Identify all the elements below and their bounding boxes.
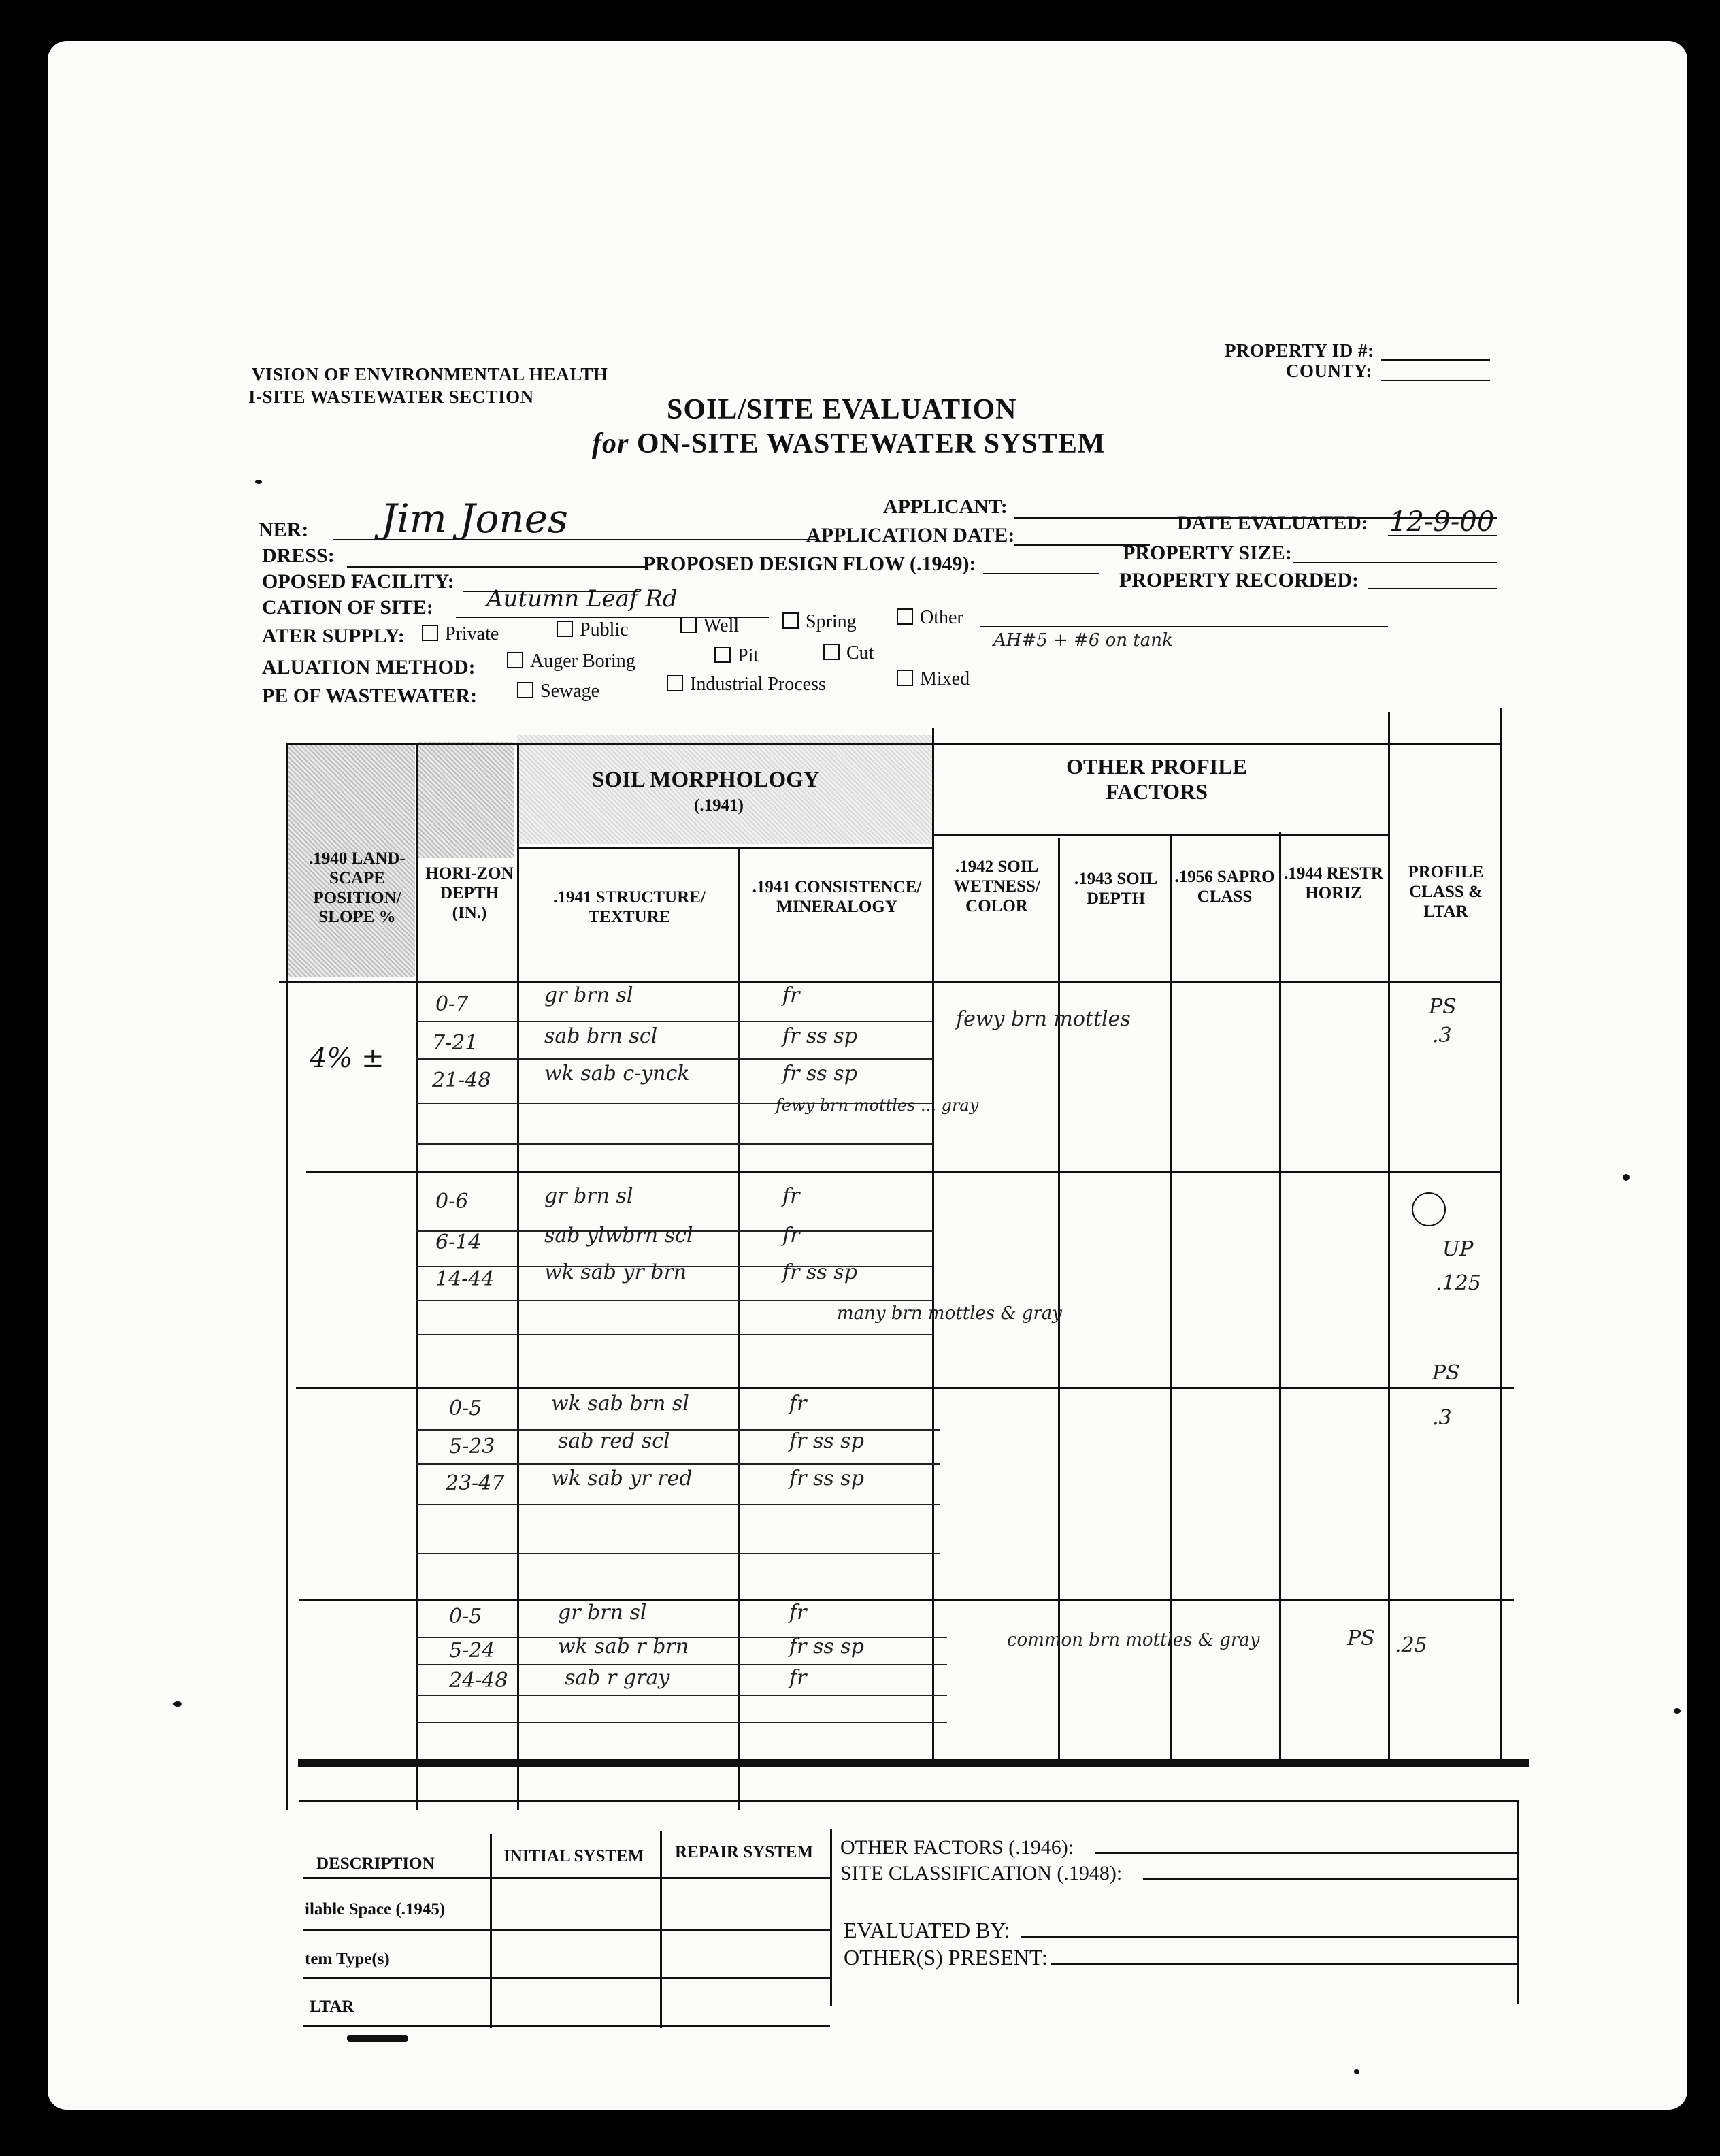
evaluated-by-label: EVALUATED BY: xyxy=(844,1918,1010,1942)
date-evaluated-value: 12-9-00 xyxy=(1389,506,1495,538)
address-line[interactable] xyxy=(347,566,646,568)
header-bottom-line xyxy=(279,981,1500,983)
checkbox-sewage[interactable] xyxy=(517,682,533,698)
landscape-col-line xyxy=(416,743,418,1810)
checkbox-mixed[interactable] xyxy=(897,670,913,686)
soildepth-col-line xyxy=(1170,834,1172,1759)
p2-wetness: many brn mottles & gray xyxy=(837,1303,1063,1324)
available-space-label: ilable Space (.1945) xyxy=(305,1900,446,1918)
document-page xyxy=(48,41,1687,2110)
proposed-facility-label: OPOSED FACILITY: xyxy=(262,570,454,593)
other-line[interactable] xyxy=(980,626,1388,627)
consistence-col-line xyxy=(932,728,934,1763)
p3-ltar: .3 xyxy=(1432,1406,1452,1430)
p3-depth-1: 0-5 xyxy=(449,1396,482,1420)
horizon-col-line xyxy=(517,743,519,1810)
option-other[interactable]: Other xyxy=(897,607,963,629)
p1-consist-2: fr ss sp xyxy=(782,1024,857,1048)
bottom-top-line xyxy=(299,1800,1517,1802)
wastewater-type-label: PE OF WASTEWATER: xyxy=(262,685,478,707)
p2-structure-1: gr brn sl xyxy=(544,1184,633,1208)
p2-depth-3: 14-44 xyxy=(435,1267,495,1291)
water-supply-label: ATER SUPPLY: xyxy=(262,625,405,647)
scan-noise xyxy=(347,2035,408,2042)
option-industrial[interactable]: Industrial Process xyxy=(667,674,826,696)
subtitle-text: ON-SITE WASTEWATER SYSTEM xyxy=(636,428,1106,459)
shade-horizon xyxy=(418,742,514,858)
p4-structure-2: wk sab r brn xyxy=(558,1635,689,1659)
property-recorded-label: PROPERTY RECORDED: xyxy=(1119,569,1359,591)
property-size-label: PROPERTY SIZE: xyxy=(1123,542,1292,564)
applicant-label: APPLICANT: xyxy=(883,495,1008,518)
page-title: SOIL/SITE EVALUATION xyxy=(667,394,1017,425)
other-factors-line[interactable] xyxy=(1095,1852,1517,1854)
p2-consist-1: fr xyxy=(782,1184,800,1208)
p3-consist-1: fr xyxy=(789,1392,807,1416)
address-label: DRESS: xyxy=(262,544,335,567)
p4-structure-3: sab r gray xyxy=(565,1666,670,1690)
design-flow-line[interactable] xyxy=(983,573,1099,574)
checkbox-auger[interactable] xyxy=(507,652,523,668)
table-left-line xyxy=(286,743,288,1810)
option-spring[interactable]: Spring xyxy=(782,611,857,633)
col-horizon: HORI-ZON DEPTH (IN.) xyxy=(425,864,514,922)
p1-wetness-2: fewy brn mottles ... gray xyxy=(776,1096,979,1115)
checkbox-public[interactable] xyxy=(557,621,573,637)
morph-sub-line xyxy=(517,847,933,849)
county-label: COUNTY: xyxy=(1286,361,1373,381)
p1-wetness: fewy brn mottles xyxy=(956,1007,1131,1031)
p2-ltar: .125 xyxy=(1436,1271,1481,1295)
property-size-line[interactable] xyxy=(1293,562,1497,564)
ltar-label: LTAR xyxy=(310,1997,354,2016)
other-factors-header: OTHER PROFILE FACTORS xyxy=(1066,754,1247,804)
wetness-col-line xyxy=(1058,838,1060,1761)
p2-profile-class: UP xyxy=(1442,1237,1474,1261)
site-classification-line[interactable] xyxy=(1143,1878,1517,1880)
p4-consist-1: fr xyxy=(789,1601,807,1624)
other-factors-label: OTHER FACTORS (.1946): xyxy=(840,1836,1074,1859)
sapro-col-line xyxy=(1279,832,1281,1759)
soil-morphology-header: SOIL MORPHOLOGY xyxy=(592,768,820,792)
profile-sep-2 xyxy=(296,1387,1514,1389)
p2-structure-3: wk sab yr brn xyxy=(544,1260,687,1284)
county-line xyxy=(1381,380,1490,381)
application-date-label: APPLICATION DATE: xyxy=(806,524,1015,546)
owner-label: NER: xyxy=(259,519,309,541)
others-present-label: OTHER(S) PRESENT: xyxy=(844,1945,1048,1970)
system-types-label: tem Type(s) xyxy=(305,1950,390,1968)
owner-value: Jim Jones xyxy=(381,495,568,542)
p3-depth-3: 23-47 xyxy=(446,1471,505,1495)
date-evaluated-label: DATE EVALUATED: xyxy=(1177,512,1368,534)
bottom-right-line xyxy=(1517,1800,1519,2004)
option-public[interactable]: Public xyxy=(557,619,629,641)
subtitle-for: for xyxy=(592,428,629,459)
col-profile: PROFILE CLASS & LTAR xyxy=(1408,863,1484,921)
col-consistence: .1941 CONSISTENCE/ MINERALOGY xyxy=(752,878,922,916)
p4-ltar: .25 xyxy=(1395,1633,1427,1657)
p3-structure-2: sab red scl xyxy=(558,1429,670,1453)
location-label: CATION OF SITE: xyxy=(262,596,433,619)
p1-structure-3: wk sab c-ynck xyxy=(544,1062,690,1085)
page-subtitle xyxy=(592,427,1106,460)
evaluated-by-line[interactable] xyxy=(1021,1936,1517,1938)
p1-consist-1: fr xyxy=(782,983,800,1007)
property-id-line xyxy=(1381,359,1490,361)
p2-consist-3: fr ss sp xyxy=(782,1260,857,1284)
checkbox-well[interactable] xyxy=(680,617,697,633)
checkbox-cut[interactable] xyxy=(823,644,840,660)
option-mixed[interactable]: Mixed xyxy=(897,668,970,690)
option-pit[interactable]: Pit xyxy=(714,645,759,667)
checkbox-pit[interactable] xyxy=(714,647,731,663)
section-label: I-SITE WASTEWATER SECTION xyxy=(248,387,534,407)
p3-structure-1: wk sab brn sl xyxy=(551,1392,689,1416)
profile-sep-1 xyxy=(306,1171,1500,1173)
p2-circle-mark xyxy=(1412,1192,1446,1226)
initial-header: INITIAL SYSTEM xyxy=(503,1847,644,1865)
checkbox-private[interactable] xyxy=(422,625,438,641)
col-wetness: .1942 SOIL WETNESS/ COLOR xyxy=(953,858,1040,915)
p2-consist-2: fr xyxy=(782,1224,800,1247)
option-cut[interactable]: Cut xyxy=(823,642,874,664)
property-recorded-line[interactable] xyxy=(1368,588,1497,589)
table-bottom-rule xyxy=(298,1759,1529,1767)
p1-depth-1: 0-7 xyxy=(435,992,469,1016)
other-sub-line xyxy=(932,834,1388,836)
option-well[interactable]: Well xyxy=(680,615,739,637)
option-sewage[interactable]: Sewage xyxy=(517,681,599,702)
checkbox-spring[interactable] xyxy=(782,612,799,629)
p1-profile-class: PS xyxy=(1429,995,1457,1019)
location-value: Autumn Leaf Rd xyxy=(486,585,678,612)
table-top-line xyxy=(286,743,1500,745)
desc-header: DESCRIPTION xyxy=(316,1855,435,1873)
note-handwritten: AH#5 + #6 on tank xyxy=(993,630,1173,651)
col-restr: .1944 RESTR HORIZ xyxy=(1284,864,1383,902)
p3-depth-2: 5-23 xyxy=(449,1435,495,1458)
checkbox-industrial[interactable] xyxy=(667,675,683,691)
table-right-line xyxy=(1500,708,1502,1759)
p3-consist-2: fr ss sp xyxy=(789,1429,864,1453)
p4-structure-1: gr brn sl xyxy=(558,1601,647,1624)
evaluation-method-label: ALUATION METHOD: xyxy=(262,656,476,679)
others-present-line[interactable] xyxy=(1051,1963,1517,1965)
p2-depth-1: 0-6 xyxy=(435,1190,469,1213)
design-flow-label: PROPOSED DESIGN FLOW (.1949): xyxy=(643,553,976,575)
p3-consist-3: fr ss sp xyxy=(789,1467,864,1490)
p4-depth-3: 24-48 xyxy=(449,1669,508,1693)
p3-profile-class: PS xyxy=(1432,1361,1460,1385)
col-landscape: .1940 LAND-SCAPE POSITION/ SLOPE % xyxy=(309,849,406,927)
property-id-label: PROPERTY ID #: xyxy=(1225,340,1374,361)
p4-depth-2: 5-24 xyxy=(449,1639,495,1663)
p1-ltar: .3 xyxy=(1432,1024,1452,1047)
profile-col-line xyxy=(1388,712,1390,1760)
p4-depth-1: 0-5 xyxy=(449,1605,482,1629)
p2-structure-2: sab ylwbrn scl xyxy=(544,1224,693,1247)
p3-structure-3: wk sab yr red xyxy=(551,1467,693,1490)
col-sapro: .1956 SAPRO CLASS xyxy=(1174,868,1275,906)
p4-profile-class: PS xyxy=(1347,1627,1375,1650)
p2-depth-2: 6-14 xyxy=(435,1230,482,1254)
repair-header: REPAIR SYSTEM xyxy=(675,1843,814,1861)
col-structure: .1941 STRUCTURE/ TEXTURE xyxy=(553,888,706,926)
profile-sep-3 xyxy=(299,1599,1514,1601)
option-auger[interactable]: Auger Boring xyxy=(507,651,635,672)
soil-morphology-code: (.1941) xyxy=(694,796,744,815)
checkbox-other[interactable] xyxy=(897,608,913,625)
p1-consist-3: fr ss sp xyxy=(782,1062,857,1085)
site-classification-label: SITE CLASSIFICATION (.1948): xyxy=(840,1862,1123,1884)
structure-col-line xyxy=(738,847,740,1810)
p4-consist-3: fr xyxy=(789,1666,807,1690)
p4-wetness: common brn mottles & gray xyxy=(1007,1630,1260,1650)
p1-slope: 4% ± xyxy=(310,1043,384,1074)
p4-consist-2: fr ss sp xyxy=(789,1635,864,1659)
division-label: VISION OF ENVIRONMENTAL HEALTH xyxy=(252,364,608,385)
option-private[interactable]: Private xyxy=(422,623,499,645)
p1-depth-3: 21-48 xyxy=(432,1068,491,1092)
p1-structure-1: gr brn sl xyxy=(544,983,633,1007)
p1-structure-2: sab brn scl xyxy=(544,1024,658,1048)
p1-depth-2: 7-21 xyxy=(432,1031,478,1055)
col-soil-depth: .1943 SOIL DEPTH xyxy=(1074,870,1158,908)
